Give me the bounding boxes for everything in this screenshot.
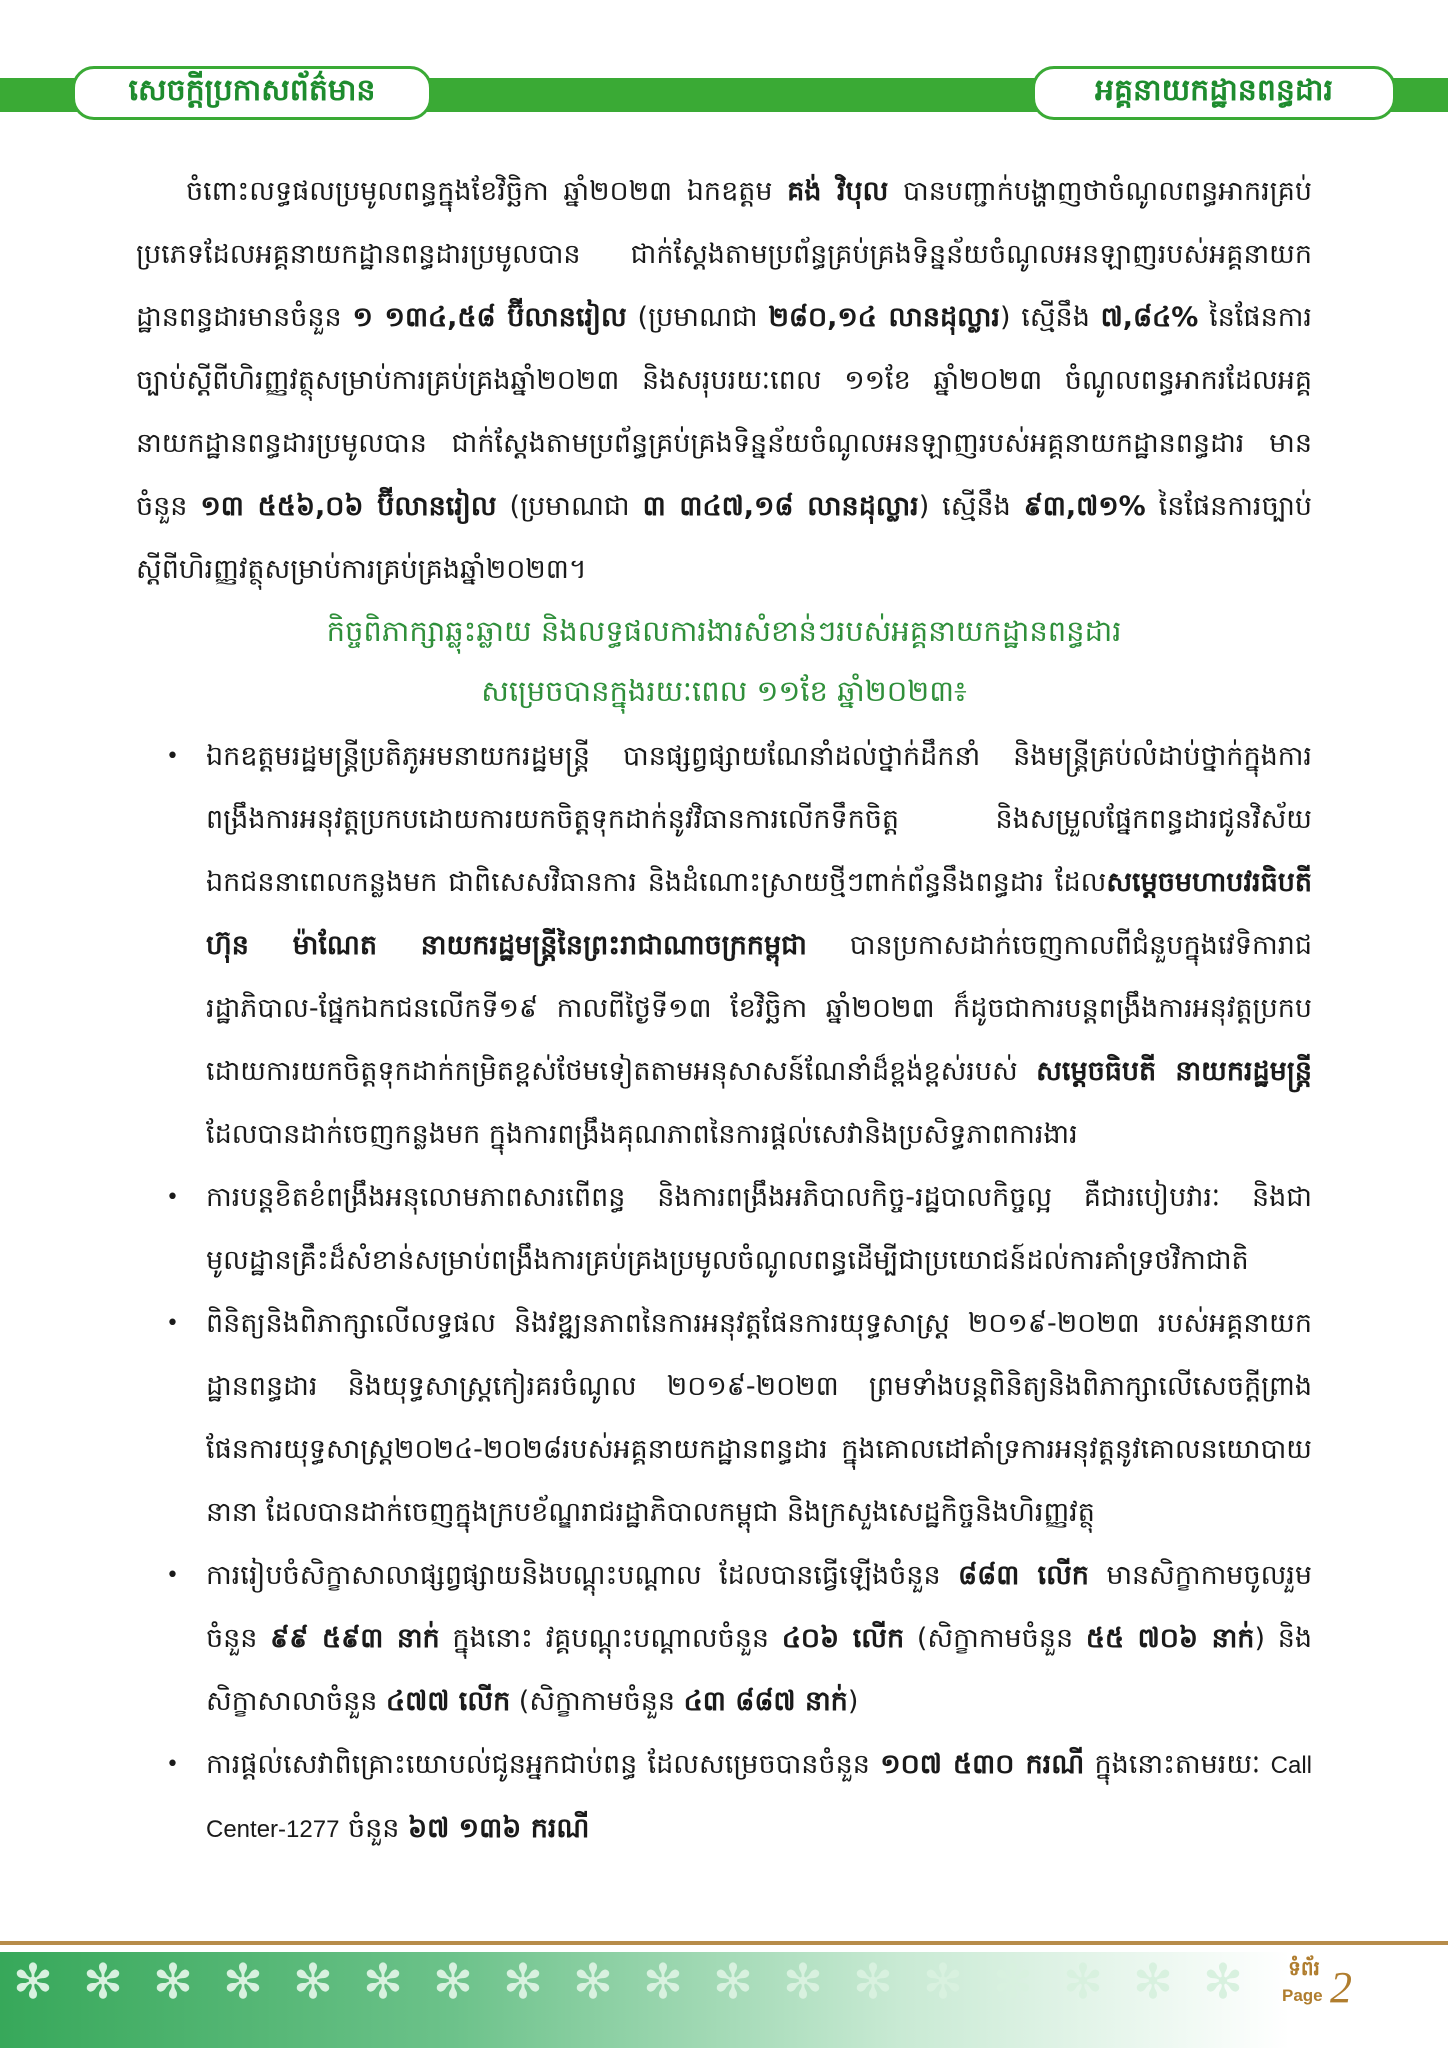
call-center-label: Call Center-1277 — [206, 1752, 1312, 1843]
bullet-icon: • — [166, 1752, 179, 1777]
item-text: ពិនិត្យនិងពិភាក្សាលើលទ្ធផល និងវឌ្ឍនភាពនៃការអនុវត្តផែនការយុទ្ធសាស្ត្រ ២០១៩-២០២៣ របស់អគ្គនាយកដ្ឋានពន្ធដារ និងយុទ្ធសាស្ត្រកៀរគរចំណូល ២០១៩-២០២៣ ព្រមទាំងបន្តពិនិត្យនិងពិភាក្សាលើសេចក្តីព្រាងផែនការយុទ្ធសាស្ត្រ២០២៤-២០២៨របស់អគ្គនាយកដ្ឋានពន្ធដារ ក្នុងគោលដៅគាំទ្រការអនុវត្តនូវគោលនយោបាយនានា ដែលបានដាក់ចេញក្នុងក្របខ័ណ្ឌរាជរដ្ឋាភិបាលកម្ពុជា និងក្រសួងសេដ្ឋកិច្ចនិងហិរញ្ញវត្ថុ — [206, 1308, 1312, 1528]
item-text: ការផ្តល់សេវាពិគ្រោះយោបល់ជូនអ្នកជាប់ពន្ធ ដែលសម្រេចបានចំនួន — [206, 1749, 881, 1780]
ornament-icon: ✻ — [12, 1954, 54, 2010]
ornament-icon: ✻ — [852, 1954, 894, 2010]
item-bold: ៥៥ ៧០៦ នាក់ — [1085, 1623, 1255, 1654]
item-text: បានប្រកាសដាក់ចេញកាលពីជំនួបក្នុងវេទិការាជរដ្ឋាភិបាល-ផ្នែកឯកជនលើកទី១៩ កាលពីថ្ងៃទី១៣ ខែវិច្ឆិកា ឆ្នាំ២០២៣ ក៏ដូចជាការបន្តពង្រឹងការអនុវត្តប្រកបដោយការយកចិត្តទុកដាក់កម្រិតខ្ពស់ថែមទៀតតាមអនុសាសន៍ណែនាំដ៏ខ្ពង់ខ្ពស់របស់ — [206, 930, 1312, 1087]
intro-text: នៃផែនការច្បាប់ស្តីពីហិរញ្ញវត្ថុសម្រាប់ការគ្រប់គ្រងឆ្នាំ២០២៣។ — [136, 491, 1312, 585]
item-text: ) និងសិក្ខាសាលាចំនួន — [206, 1623, 1312, 1717]
header-left-tab — [72, 66, 432, 120]
ornament-icon: ✻ — [82, 1954, 124, 2010]
intro-text: បានបញ្ជាក់បង្ហាញថាចំណូលពន្ធអាករគ្រប់ប្រភេទដែលអគ្គនាយកដ្ឋានពន្ធដារប្រមូលបាន ជាក់ស្តែងតាមប្រព័ន្ធគ្រប់គ្រងទិន្នន័យចំណូលអនឡាញរបស់អគ្គនាយកដ្ឋានពន្ធដារមានចំនួន — [136, 176, 1312, 333]
list-item — [136, 1292, 1312, 1544]
ornament-icon: ✻ — [642, 1954, 684, 2010]
item-bold: ១០៧ ៥៣០ ករណី — [880, 1749, 1085, 1780]
page-number: 2 — [1330, 1963, 1352, 2012]
ornament-icon: ✻ — [1202, 1954, 1244, 2010]
intro-text: ចំពោះលទ្ធផលប្រមូលពន្ធក្នុងខែវិច្ឆិកា ឆ្នាំ២០២៣ ឯកឧត្តម — [186, 176, 788, 207]
item-text: ឯកឧត្តមរដ្ឋមន្ត្រីប្រតិភូអមនាយករដ្ឋមន្ត្រី បានផ្សព្វផ្សាយណែនាំដល់ថ្នាក់ដឹកនាំ និងមន្ត្រីគ្រប់លំដាប់ថ្នាក់ក្នុងការពង្រឹងការអនុវត្តប្រកបដោយការយកចិត្តទុកដាក់នូវវិធានការលើកទឹកចិត្ត និងសម្រួលផ្នែកពន្ធដារជូនវិស័យឯកជននាពេលកន្លងមក ជាពិសេសវិធានការ និងដំណោះស្រាយថ្មីៗពាក់ព័ន្ធនឹងពន្ធដារ ដែល — [206, 741, 1312, 898]
ornament-icon: ✻ — [1062, 1954, 1104, 2010]
ornament-icon: ✻ — [992, 1954, 1034, 2010]
bullet-icon: • — [166, 1563, 179, 1588]
bullet-icon: • — [166, 744, 179, 769]
ornament-icon: ✻ — [782, 1954, 824, 2010]
eleven-month-percent: ៩៣,៧១% — [1023, 491, 1146, 522]
item-text: ការបន្តខិតខំពង្រឹងអនុលោមភាពសារពើពន្ធ និងការពង្រឹងអភិបាលកិច្ច-រដ្ឋបាលកិច្ចល្អ គឺជារបៀបវារៈ និងជាមូលដ្ឋានគ្រឹះដ៏សំខាន់សម្រាប់ពង្រឹងការគ្រប់គ្រងប្រមូលចំណូលពន្ធដើម្បីជាប្រយោជន៍ដល់ការគាំទ្រថវិកាជាតិ — [206, 1182, 1312, 1276]
intro-paragraph — [136, 160, 1312, 601]
page-label: Page — [1282, 1986, 1323, 2005]
item-text: មានសិក្ខាកាមចូលរួមចំនួន — [206, 1560, 1313, 1654]
item-text: ដែលបានដាក់ចេញកន្លងមក ក្នុងការពង្រឹងគុណភាពនៃការផ្តល់សេវានិងប្រសិទ្ធភាពការងារ — [206, 1119, 1078, 1150]
item-text: ) — [847, 1686, 859, 1717]
monthly-revenue-riel: ១ ១៣៤,៥៨ ប៊ីលានរៀល — [352, 302, 627, 333]
ornament-icon: ✻ — [922, 1954, 964, 2010]
item-bold: ៩៩ ៥៩៣ នាក់ — [270, 1623, 440, 1654]
item-text: ចំនួន — [339, 1813, 409, 1844]
bullet-icon: • — [166, 1311, 179, 1336]
ornament-icon: ✻ — [292, 1954, 334, 2010]
section-title-line1: កិច្ចពិភាក្សាឆ្លុះឆ្លាយ និងលទ្ធផលការងារសំខាន់ៗរបស់អគ្គនាយកដ្ឋានពន្ធដារ — [326, 614, 1122, 648]
page-label-khmer: ទំព័រ — [1288, 1956, 1320, 1980]
item-bold: សម្តេចមហាបវរធិបតី ហ៊ុន ម៉ាណែត នាយករដ្ឋមន្ត្រីនៃព្រះរាជាណាចក្រកម្ពុជា — [206, 867, 1312, 961]
section-title-line2: សម្រេចបានក្នុងរយៈពេល ១១ខែ ឆ្នាំ២០២៣៖ — [481, 674, 967, 708]
footer-ornaments — [0, 1952, 1294, 2012]
intro-text: (ប្រមាណជា — [626, 302, 769, 333]
item-text: ការរៀបចំសិក្ខាសាលាផ្សព្វផ្សាយនិងបណ្តុះបណ្តាល ដែលបានធ្វើឡើងចំនួន — [206, 1560, 958, 1591]
ornament-icon: ✻ — [712, 1954, 754, 2010]
intro-text: ) ស្មើនឹង — [999, 302, 1101, 333]
list-item — [136, 1544, 1312, 1733]
item-bold: ៦៧ ១៣៦ ករណី — [408, 1813, 590, 1844]
ornament-icon: ✻ — [222, 1954, 264, 2010]
ornament-icon: ✻ — [152, 1954, 194, 2010]
ornament-icon: ✻ — [502, 1954, 544, 2010]
ornament-icon: ✻ — [432, 1954, 474, 2010]
intro-text: នៃផែនការច្បាប់ស្តីពីហិរញ្ញវត្ថុសម្រាប់ការគ្រប់គ្រងឆ្នាំ២០២៣ និងសរុបរយៈពេល ១១ខែ ឆ្នាំ២០២៣ ចំណូលពន្ធអាករដែលអគ្គនាយកដ្ឋានពន្ធដារប្រមូលបាន ជាក់ស្តែងតាមប្រព័ន្ធគ្រប់គ្រងទិន្នន័យចំណូលអនឡាញរបស់អគ្គនាយកដ្ឋានពន្ធដារ មានចំនួន — [136, 302, 1312, 522]
item-bold: ៤៧៧ លើក — [385, 1686, 511, 1717]
item-bold: សម្តេចធិបតី នាយករដ្ឋមន្ត្រី — [1036, 1056, 1312, 1087]
item-bold: ៤៣ ៨៨៧ នាក់ — [683, 1686, 848, 1717]
intro-text: ) ស្មើនឹង — [918, 491, 1024, 522]
ornament-icon: ✻ — [362, 1954, 404, 2010]
article-body — [136, 160, 1312, 1861]
item-text: (សិក្ខាកាមចំនួន — [904, 1623, 1086, 1654]
header-left-title: សេចក្តីប្រកាសព័ត៌មាន — [128, 73, 376, 108]
item-bold: ៤០៦ លើក — [781, 1623, 905, 1654]
monthly-revenue-usd: ២៨០,១៤ លានដុល្លារ — [768, 302, 1000, 333]
item-text: ក្នុងនោះ វគ្គបណ្តុះបណ្តាលចំនួន — [439, 1623, 782, 1654]
header-right-title: អគ្គនាយកដ្ឋានពន្ធដារ — [1094, 73, 1334, 108]
item-text: ក្នុងនោះតាមរយៈ — [1084, 1749, 1271, 1780]
bullet-icon: • — [166, 1185, 179, 1210]
intro-text: (ប្រមាណជា — [496, 491, 643, 522]
item-bold: ៨៨៣ លើក — [958, 1560, 1089, 1591]
official-name: គង់ វិបុល — [787, 176, 889, 207]
list-item — [136, 1166, 1312, 1292]
eleven-month-revenue-riel: ១៣ ៥៥៦,០៦ ប៊ីលានរៀល — [200, 491, 497, 522]
monthly-percent: ៧,៨៤% — [1100, 302, 1199, 333]
list-item — [136, 725, 1312, 1166]
ornament-icon: ✻ — [572, 1954, 614, 2010]
header-right-tab — [1032, 66, 1396, 120]
achievements-list — [136, 725, 1312, 1861]
item-text: (សិក្ខាកាមចំនួន — [510, 1686, 684, 1717]
list-item — [136, 1733, 1312, 1861]
eleven-month-revenue-usd: ៣ ៣៤៧,១៨ លានដុល្លារ — [642, 491, 919, 522]
ornament-icon: ✻ — [1132, 1954, 1174, 2010]
footer-rule — [0, 1941, 1448, 1945]
